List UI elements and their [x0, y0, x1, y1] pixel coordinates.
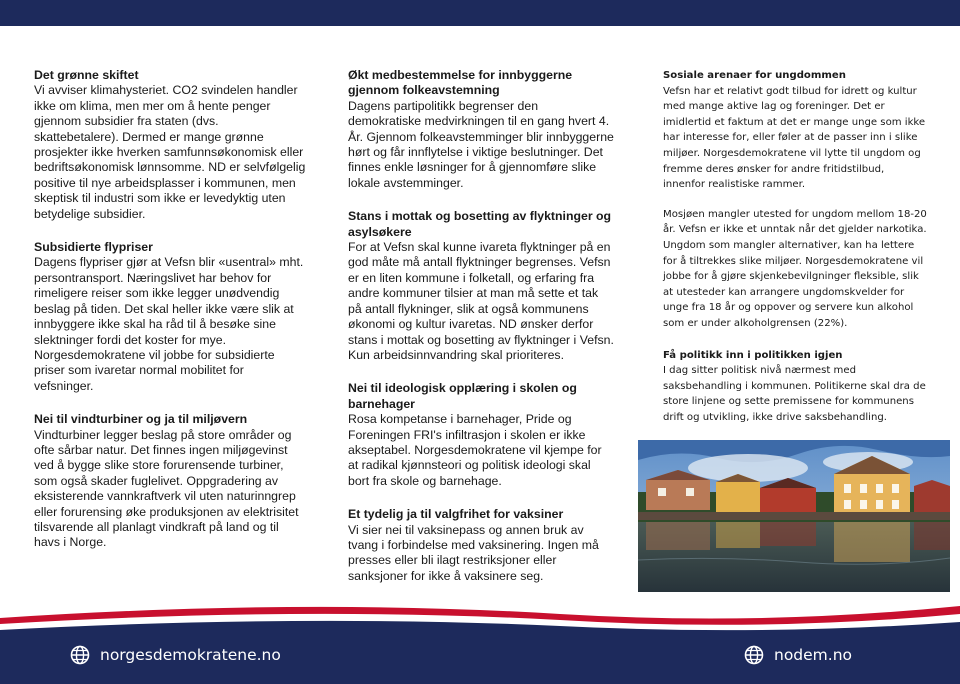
section-body: Dagens flypriser gjør at Vefsn blir «usentral» mht. persontransport. Næringslivet har behov for rimeligere reiser som ikke legger unødvendig beslag på tiden. Det skal heller ikke være slik at innbyggere ikke skal ha råd til å besøke sine slektninger fordi det koster for mye. Norgesdemokratene vil jobbe for subsidierte priser som ivaretar normal mobilitet for vefsninger. — [34, 255, 304, 393]
section-vaccines — [348, 507, 614, 584]
section-refugees — [348, 209, 614, 363]
section-heading: Sosiale arenaer for ungdommen — [663, 70, 846, 81]
section-referendum — [348, 68, 614, 191]
section-heading: Nei til vindturbiner og ja til miljøvern — [34, 412, 248, 427]
footer — [0, 596, 960, 684]
section-body: Dagens partipolitikk begrenser den demokratiske medvirkningen til en gang hvert 4. År. Gjennom folkeavstemminger blir innbyggerne hørt og får innflytelse i viktige beslutninger. Det finnes enkle løsninger for å gjennomføre slike lokale avstemminger. — [348, 98, 614, 190]
section-schools — [348, 381, 614, 489]
section-body: Vefsn har et relativt godt tilbud for idrett og kultur med mange aktive lag og foreninger. Det er imidlertid et faktum at det er mange unge som ikke har interesse for, eller føler at de passer inn i slike miljøer. Norgesdemokratene vil lytte til ungdom og fremme deres ønsker for andre fritidstilbud, innenfor realistiske rammer. — [663, 85, 926, 191]
harbor-illustration — [638, 440, 950, 592]
section-politics — [663, 348, 929, 426]
section-heading: Det grønne skiftet — [34, 68, 139, 82]
column-right — [663, 68, 929, 441]
section-body: Vindturbiner legger beslag på store områder og ofte sårbar natur. Det finnes ingen miljøgevinst ved å bygge slike store forurensende turbiner, som også skader fuglelivet. Oppgradering av eksisterende vannkraftverk vil uten naturinngrep eller forurensing øke produksjonen av elektrisitet tilsvarende all planlagt vindkraft på land og til havs i Norge. — [34, 427, 299, 550]
section-heading: Stans i mottak og bosetting av flyktninger og asylsøkere — [348, 209, 612, 239]
website-link-nodem[interactable] — [744, 644, 852, 666]
section-heading: Få politikk inn i politikken igjen — [663, 349, 843, 361]
section-body: Mosjøen mangler utested for ungdom mellom 18-20 år. Vefsn er ikke et unntak når det gjelder narkotika. Ungdom som mangler alternativer, kan ha lettere for å tiltrekkes slike miljøer. Norgesdemokratene vil jobbe for å gjøre skjenkebevilgninger fleksible, slik at utesteder kan arrangere ungdomskvelder for unge fra 18 år og oppover og servere kun alkohol som er under alkoholgrensen (22%). — [663, 208, 927, 329]
link-text: norgesdemokratene.no — [100, 646, 281, 664]
section-wind-turbines — [34, 412, 306, 551]
section-green-shift — [34, 68, 306, 222]
section-body: I dag sitter politisk nivå nærmest med saksbehandling i kommunen. Politikerne skal dra de store linjene og sette premissene for kommunens drift og utvikling, ikke drive saksbehandling. — [663, 365, 926, 423]
section-heading: Et tydelig ja til valgfrihet for vaksiner — [348, 507, 564, 522]
footer-band — [0, 596, 960, 684]
top-banner — [0, 0, 960, 26]
section-body: For at Vefsn skal kunne ivareta flyktninger på en god måte må antall flyktninger begrenses. Vefsn er en liten kommune i folketall, og erfaring fra andre kommuner tilsier at man må sette et tak på antall flykninger, slik at også kommunens økonomi og kultur ivaretas. ND ønsker derfor stans i mottak og bosetting av flyktninger i Vefsn. Kun arbeidsinnvandring skal prioriteres. — [348, 240, 614, 362]
column-left — [34, 68, 306, 569]
website-link-norgesdemokratene[interactable] — [70, 644, 281, 666]
section-body: Vi avviser klimahysteriet. CO2 svindelen handler ikke om klima, men mer om å hente penger gjennom subsidier fra staten (dvs. skattebetalere). Dermed er mange grønne prosjekter ikke hverken samfunnsøkonomisk eller bedriftsøkonomisk lønnsomme. ND er selvfølgelig positive til nye arbeidsplasser i kommunen, men skeptisk til industri som ikke er levedyktig uten betydelige subsidier. — [34, 83, 306, 221]
section-body: Rosa kompetanse i barnehager, Pride og Foreningen FRI's infiltrasjon i skolen er ikke akseptabel. Norgesdemokratene vil kjempe for at radikal kjønnsteori og politisk ideologi skal bort fra skole og barnehage. — [348, 412, 602, 488]
globe-icon — [744, 645, 764, 665]
section-heading: Økt medbestemmelse for innbyggerne gjennom folkeavstemning — [348, 68, 573, 98]
globe-icon — [70, 645, 90, 665]
harbor-photo — [638, 440, 950, 592]
section-youth-arenas — [663, 68, 929, 332]
section-body: Vi sier nei til vaksinepass og annen bruk av tvang i forbindelse med vaksinering. Ingen må presses eller bli ilagt restriksjoner eller sanksjoner for ikke å vaksinere seg. — [348, 522, 599, 583]
section-subsidized-flights — [34, 240, 306, 394]
section-heading: Subsidierte flypriser — [34, 240, 153, 255]
link-text: nodem.no — [774, 646, 853, 664]
column-middle — [348, 68, 614, 602]
section-heading: Nei til ideologisk opplæring i skolen og barnehager — [348, 381, 577, 411]
